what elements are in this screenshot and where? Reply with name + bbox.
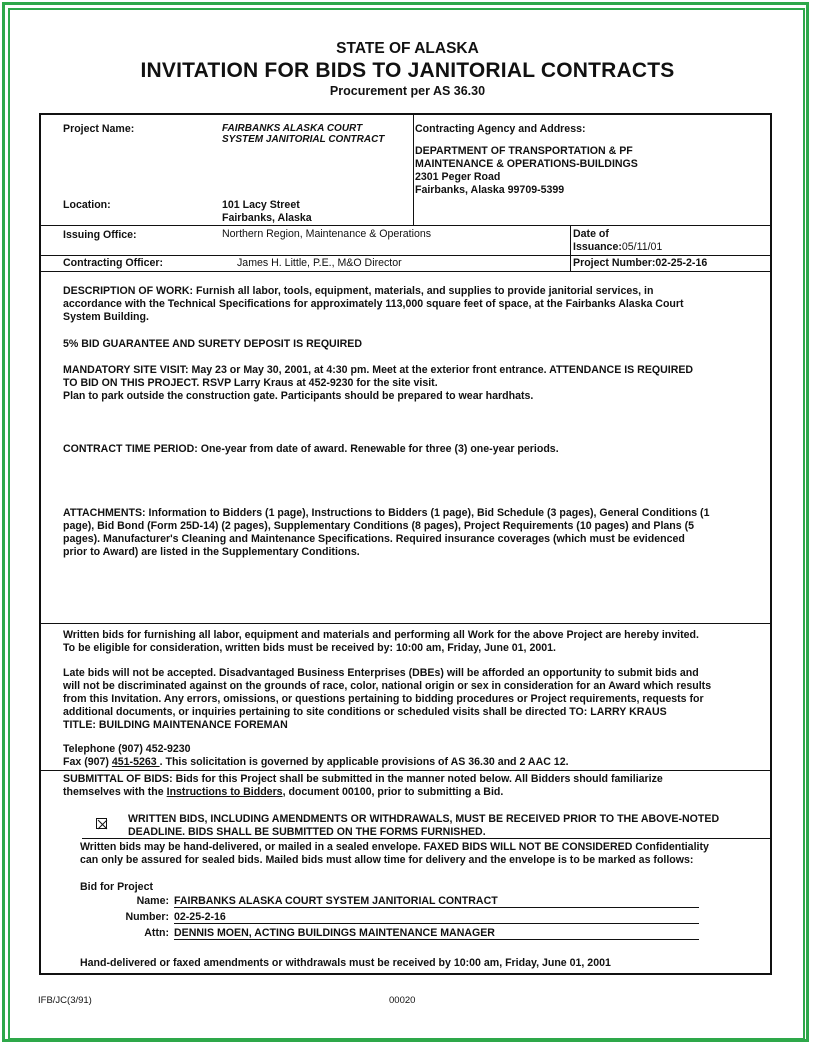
location-line1: 101 Lacy Street	[222, 199, 300, 211]
written-bids-line2: To be eligible for consideration, written bids must be received by: 10:00 am, Friday, June 01, 2001.	[63, 642, 556, 654]
deadline-checkbox	[96, 818, 107, 829]
late-bids-line2: will not be discriminated against on the grounds of race, color, national origin or sex in consideration for an Award which results	[63, 680, 712, 692]
date-value: 05/11/01	[621, 241, 663, 253]
bid-form	[39, 113, 772, 975]
bid-name-underline	[174, 907, 699, 908]
form-id: IFB/JC(3/91)	[38, 995, 92, 1006]
contract-time-period: CONTRACT TIME PERIOD: One-year from date of award. Renewable for three (3) one-year periods.	[63, 443, 559, 455]
project-name-label: Project Name:	[63, 123, 135, 135]
issuing-office-label: Issuing Office:	[63, 229, 137, 241]
contracting-officer-label: Contracting Officer:	[63, 257, 164, 269]
bid-number-value: 02-25-2-16	[174, 911, 226, 923]
state-heading: STATE OF ALASKA	[336, 40, 479, 57]
description-line1: DESCRIPTION OF WORK: Furnish all labor, tools, equipment, materials, and supplies to provide janitorial services, in	[63, 285, 654, 297]
date-label-line1: Date of	[573, 228, 609, 240]
submittal-prefix: themselves with the	[63, 786, 167, 798]
document-title: INVITATION FOR BIDS TO JANITORIAL CONTRACTS	[140, 59, 675, 82]
fax-number: 451-5263	[111, 756, 160, 768]
page-code: 00020	[389, 995, 416, 1006]
date-label-line2: Issuance:	[573, 241, 622, 253]
bid-attn-value: DENNIS MOEN, ACTING BUILDINGS MAINTENANCE MANAGER	[174, 927, 495, 939]
bid-attn-label: Attn:	[144, 927, 169, 939]
late-bids-line5: TITLE: BUILDING MAINTENANCE FOREMAN	[63, 719, 288, 731]
site-visit-line2: TO BID ON THIS PROJECT. RSVP Larry Kraus at 452-9230 for the site visit.	[63, 377, 438, 389]
bid-name-label: Name:	[136, 895, 169, 907]
rule-after-attachments	[41, 623, 770, 624]
agency-label: Contracting Agency and Address:	[415, 123, 586, 135]
document-subtitle: Procurement per AS 36.30	[329, 84, 486, 98]
envelope-line2: can only be assured for sealed bids. Mailed bids must allow time for delivery and the envelope is to be marked as follows:	[80, 854, 694, 866]
submittal-line1: SUBMITTAL OF BIDS: Bids for this Project shall be submitted in the manner noted below. All Bidders should familiarize	[63, 773, 663, 785]
rule-after-officer	[41, 271, 770, 272]
project-number: Project Number:02-25-2-16	[573, 257, 708, 269]
fax-prefix: Fax (907)	[63, 756, 112, 768]
issuing-office-value: Northern Region, Maintenance & Operations	[222, 228, 432, 240]
description-line2: accordance with the Technical Specifications for approximately 113,000 square feet of space, at the Fairbanks Alaska Court	[63, 298, 684, 310]
late-bids-line3: from this Invitation. Any errors, omissions, or questions pertaining to bidding procedures or Project requirements, requests for	[63, 693, 704, 705]
site-visit-line1: MANDATORY SITE VISIT: May 23 or May 30, 2001, at 4:30 pm. Meet at the exterior front entrance. ATTENDANCE IS REQUIRED	[63, 364, 694, 376]
location-label: Location:	[63, 199, 111, 211]
checked-x-icon	[97, 819, 108, 830]
description-line3: System Building.	[63, 311, 149, 323]
bid-number-underline	[174, 923, 699, 924]
written-bids-line1: Written bids for furnishing all labor, equipment and materials and performing all Work for the above Project are hereby invited.	[63, 629, 699, 641]
attachments-line2: page), Bid Bond (Form 25D-14) (2 pages), Supplementary Conditions (8 pages), Project Requirements (10 pages) and Plans (5	[63, 520, 695, 532]
bid-name-value: FAIRBANKS ALASKA COURT SYSTEM JANITORIAL CONTRACT	[174, 895, 498, 907]
fax-suffix: . This solicitation is governed by applicable provisions of AS 36.30 and 2 AAC 12.	[159, 756, 569, 768]
attachments-line1: ATTACHMENTS: Information to Bidders (1 page), Instructions to Bidders (1 page), Bid Schedule (3 pages), General Conditions (1	[63, 507, 710, 519]
rule-before-submittal	[41, 770, 770, 771]
agency-line3: 2301 Peger Road	[415, 171, 501, 183]
contact-telephone: Telephone (907) 452-9230	[63, 743, 191, 755]
attachments-line4: prior to Award) are listed in the Supplementary Conditions.	[63, 546, 360, 558]
project-name-line2: SYSTEM JANITORIAL CONTRACT	[222, 134, 385, 145]
submittal-suffix: , document 00100, prior to submitting a Bid.	[282, 786, 504, 798]
bid-guarantee: 5% BID GUARANTEE AND SURETY DEPOSIT IS REQUIRED	[63, 338, 363, 350]
attachments-line3: pages). Manufacturer's Cleaning and Maintenance Specifications. Required insurance coverages (which must be evidenced	[63, 533, 685, 545]
rule-after-issuing	[41, 255, 770, 256]
bid-number-label: Number:	[125, 911, 169, 923]
agency-line1: DEPARTMENT OF TRANSPORTATION & PF	[415, 145, 633, 157]
site-visit-line3: Plan to park outside the construction gate. Participants should be prepared to wear hardhats.	[63, 390, 534, 402]
bid-for-heading: Bid for Project	[80, 881, 153, 893]
amendments-deadline: Hand-delivered or faxed amendments or withdrawals must be received by 10:00 am, Friday, June 01, 2001	[80, 957, 611, 969]
notice-line2: DEADLINE. BIDS SHALL BE SUBMITTED ON THE FORMS FURNISHED.	[128, 826, 486, 838]
agency-line4: Fairbanks, Alaska 99709-5399	[415, 184, 565, 196]
instructions-to-bidders-link: Instructions to Bidders	[166, 786, 283, 798]
late-bids-line4: additional documents, or inquiries pertaining to site conditions or scheduled visits shall be directed TO: LARRY KRAUS	[63, 706, 667, 718]
late-bids-line1: Late bids will not be accepted. Disadvantaged Business Enterprises (DBEs) will be afforded an opportunity to submit bids and	[63, 667, 699, 679]
project-name-line1: FAIRBANKS ALASKA COURT	[222, 123, 363, 134]
location-line2: Fairbanks, Alaska	[222, 212, 312, 224]
bid-attn-underline	[174, 939, 699, 940]
rule-after-notice	[82, 838, 770, 839]
envelope-line1: Written bids may be hand-delivered, or mailed in a sealed envelope. FAXED BIDS WILL NOT BE CONSIDERED Confidentiality	[80, 841, 709, 853]
agency-line2: MAINTENANCE & OPERATIONS-BUILDINGS	[415, 158, 638, 170]
rule-after-location	[41, 225, 770, 226]
divider-project-agency	[413, 115, 414, 225]
divider-date-column	[570, 225, 571, 271]
contracting-officer-value: James H. Little, P.E., M&O Director	[237, 257, 402, 269]
date-of-issuance	[573, 241, 662, 254]
notice-line1: WRITTEN BIDS, INCLUDING AMENDMENTS OR WITHDRAWALS, MUST BE RECEIVED PRIOR TO THE ABOVE-NOTED	[128, 813, 720, 825]
contact-fax	[63, 756, 569, 769]
submittal-line2	[63, 786, 503, 799]
